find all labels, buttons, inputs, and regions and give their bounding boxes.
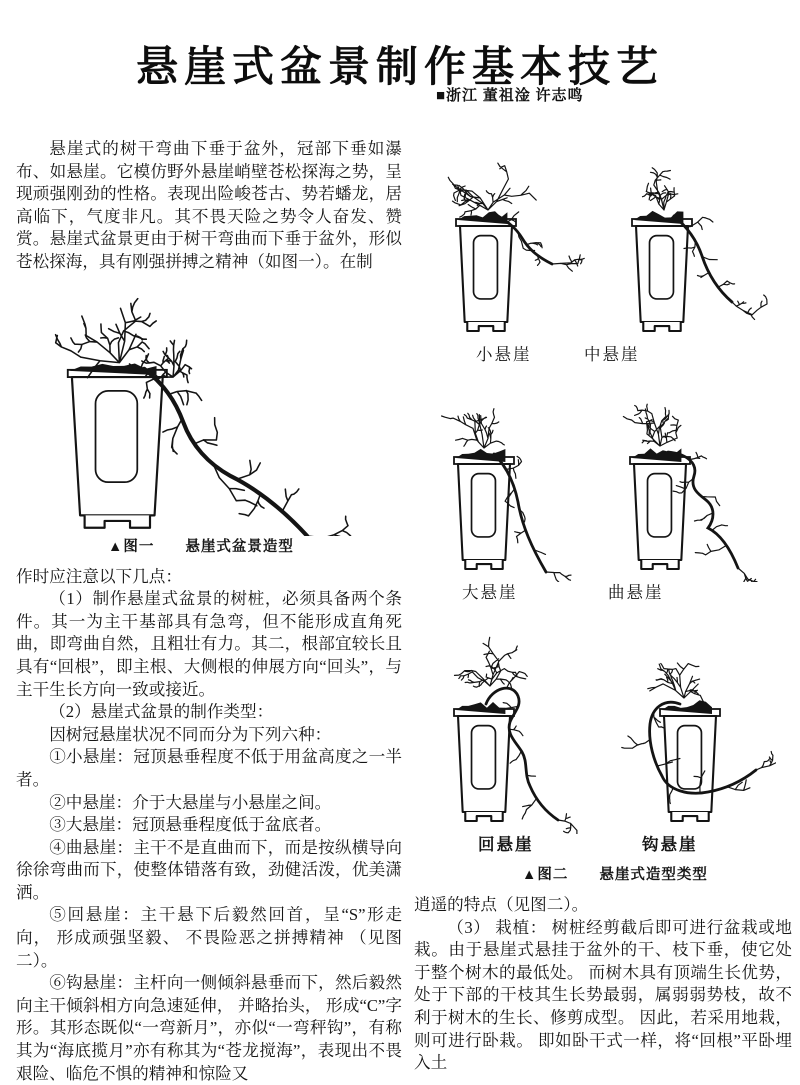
- paragraph-condition1: （1）制作悬崖式盆景的树桩，必须具备两个条件。其一为主干基部具有急弯，但不能形成直角死曲，即弯曲自然，且粗壮有力。其二，根部宜较长且具有“回根”，即主根、大侧根的伸展方向“回头”，与主干生长方向一致或接近。: [16, 589, 402, 699]
- label-middle-cliff: 中悬崖: [584, 345, 640, 364]
- bonsai-illustration-hook-cliff: [606, 630, 776, 834]
- list-item-hook-cliff: ⑥钩悬崖：主杆向一侧倾斜悬垂而下，然后毅然向主干倾斜相方向急速延伸， 并略抬头， 形成“C”字形。其形态既似“一弯新月”，亦似“一弯秤钩”，有称其为“海底揽月”亦有称其为“苍龙搅海”，表现出不畏艰险、临危不惧的精神和惊险又: [16, 973, 402, 1083]
- bonsai-illustration-middle-cliff: [606, 138, 776, 344]
- bonsai-illustration-return-cliff: [430, 630, 600, 834]
- figure-2-row-3: [414, 630, 792, 834]
- bonsai-illustration-large-cliff: [430, 380, 600, 582]
- list-item-curved-cliff: ④曲悬崖：主干不是直曲而下，而是按纵横导向徐徐弯曲而下，使整体错落有致，劲健活泼，优美潇洒。: [16, 837, 402, 902]
- page-title: 悬崖式盆景制作基本技艺: [135, 45, 664, 92]
- figure-1-caption: ▲图一 悬崖式盆景造型: [108, 538, 294, 555]
- list-item-large-cliff: ③大悬崖：冠顶悬垂程度低于盆底者。: [49, 815, 332, 835]
- byline-authors: ■浙江 董祖淦 许志鸣: [436, 88, 584, 104]
- figure-2-row-1: [414, 138, 792, 344]
- list-item-return-cliff: ⑤回悬崖：主干悬下后毅然回首，呈“S”形走向， 形成顽强坚毅、 不畏险恶之拼搏精神 （见图二）。: [16, 905, 402, 970]
- label-small-cliff: 小悬崖: [476, 345, 532, 364]
- label-curved-cliff: 曲悬崖: [608, 583, 664, 602]
- figure-2-row-2: [414, 380, 792, 582]
- bonsai-illustration-small-cliff: [430, 138, 600, 344]
- list-item-middle-cliff: ②中悬崖：介于大悬崖与小悬崖之间。: [49, 792, 332, 812]
- figure-2-labels-1: [414, 344, 792, 370]
- paragraph-types-intro: 因树冠悬崖状况不同而分为下列六种：: [49, 724, 332, 744]
- paragraph-types-head: （2）悬崖式盆景的制作类型：: [49, 702, 274, 722]
- label-return-cliff: 回悬崖: [478, 835, 534, 854]
- bonsai-illustration-curved-cliff: [606, 380, 776, 582]
- figure-2-labels-2: [414, 582, 792, 608]
- paragraph-continued: 逍遥的特点（见图二）。: [414, 895, 589, 914]
- paragraph-intro: 悬崖式的树干弯曲下垂于盆外，冠部下垂如瀑布、如悬崖。它模仿野外悬崖峭壁苍松探海之势，呈现顽强刚劲的性格。表现出险峻苍古、势若蟠龙，居高临下，气度非凡。其不畏天险之势令人奋发、赞赏。悬崖式盆景更由于树干弯曲而下垂于盆外，形似苍松探海，具有刚强拼搏之精神（如图一）。在制: [16, 139, 402, 271]
- label-large-cliff: 大悬崖: [462, 583, 518, 602]
- bonsai-illustration-figure1: [16, 278, 392, 536]
- paragraph-planting: （3） 栽植： 树桩经剪截后即可进行盆栽或地栽。由于悬崖式悬挂于盆外的干、枝下垂，使它处于整个树木的最低处。 而树木具有顶端生长优势，处于下部的干枝其生长势最弱，属弱弱势枝，故不利于树木的生长、修剪成型。 因此，若采用地栽，则可进行卧栽。 即如卧干式一样，将“回根”平卧埋入土: [414, 917, 792, 1073]
- figure-2-caption: ▲图二 悬崖式造型类型: [522, 867, 708, 883]
- list-item-small-cliff: ①小悬崖：冠顶悬垂程度不低于用盆高度之一半者。: [16, 747, 402, 789]
- figure-2-labels-3: [414, 834, 792, 860]
- label-hook-cliff: 钩悬崖: [642, 835, 698, 854]
- left-column: [16, 138, 402, 1085]
- figure-1: [16, 278, 402, 536]
- paragraph-note: 作时应注意以下几点：: [16, 566, 182, 586]
- right-column: [414, 138, 792, 1075]
